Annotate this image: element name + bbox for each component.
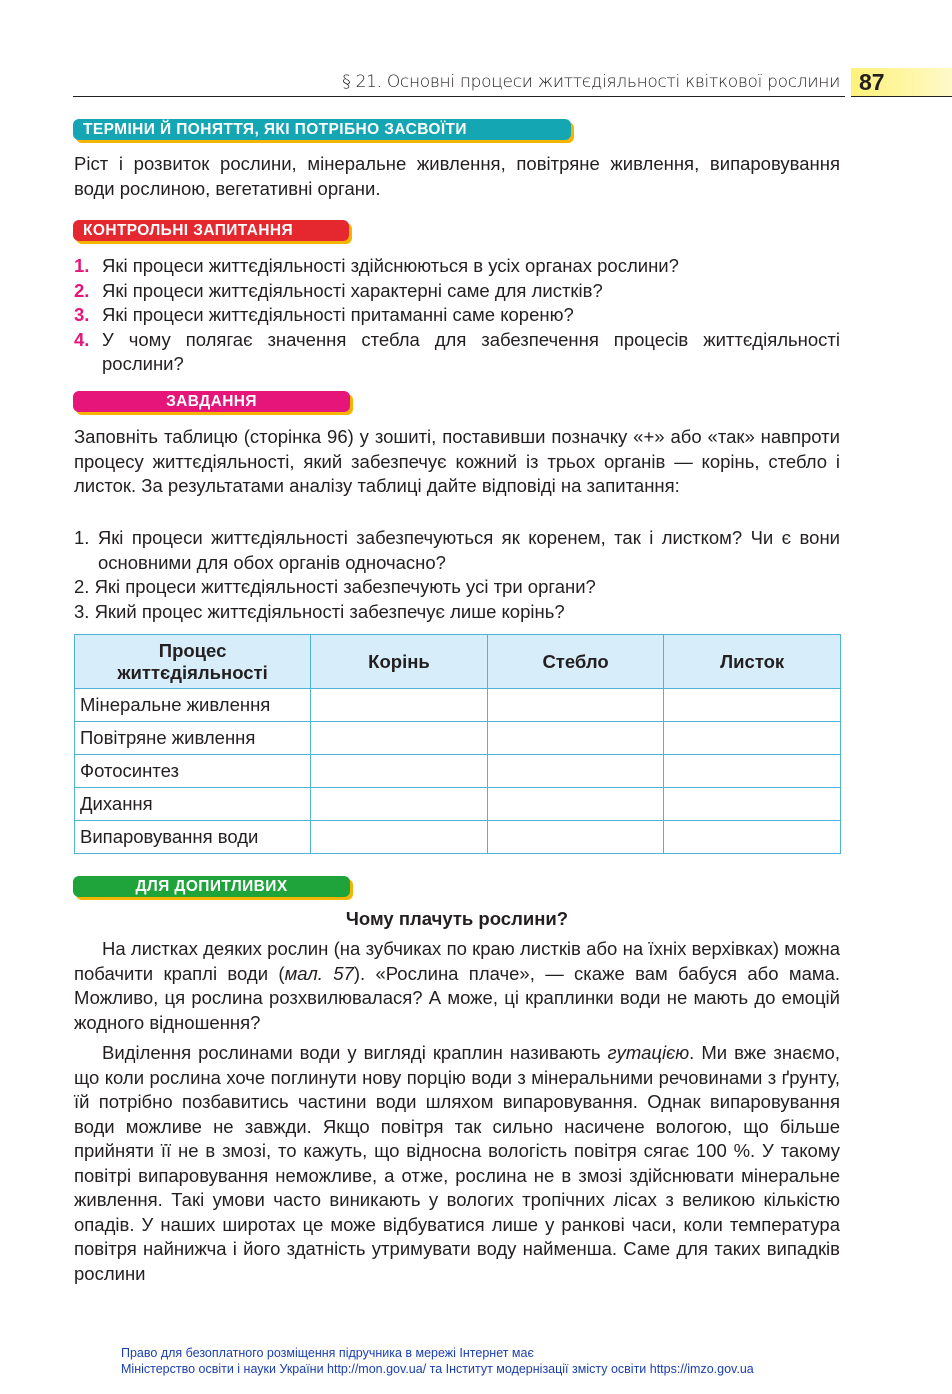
- question-text: Які процеси життєдіяльності притаманні саме кореню?: [102, 304, 574, 325]
- process-name: Мінеральне живлення: [75, 689, 311, 722]
- questions-list: [74, 254, 840, 377]
- table-cell: [311, 755, 488, 788]
- table-cell: [311, 788, 488, 821]
- footer-line: Міністерство освіти і науки України http://mon.gov.ua/ та Інститут модернізації змісту освіти https://imzo.gov.ua: [121, 1362, 754, 1376]
- questions-heading: КОНТРОЛЬНІ ЗАПИТАННЯ: [73, 220, 349, 241]
- question-number: 3.: [74, 304, 90, 325]
- process-table: [74, 634, 841, 854]
- table-header-row: [75, 635, 841, 689]
- license-footer: [121, 1345, 754, 1377]
- question-text: Які процеси життєдіяльності здійснюються в усіх органах рослини?: [102, 255, 679, 276]
- table-cell: [664, 821, 841, 854]
- table-cell: [664, 722, 841, 755]
- table-cell: [487, 755, 664, 788]
- footer-line: Право для безоплатного розміщення підручника в мережі Інтернет має: [121, 1346, 534, 1360]
- body-paragraph: Виділення рослинами води у вигляді краплин називають гутацією. Ми вже знаємо, що коли рослина хоче поглинути нову порцію води з мінеральними речовинами з ґрунту, їй потрібно позбавитись частини води шляхом випаровування. Однак випаровування води можливе не завжди. Якщо повітря так сильно насичене вологою, що більше прийняти її не в змозі, то кажуть, що відносна вологість повітря сягає 100 %. У такому повітрі випаровування неможливе, а отже, рослина не в змозі здійснювати мінеральне живлення. Такі умови часто виникають у вологих тропічних лісах з великою кількістю опадів. У наших широтах це може відбуватися лише у ранкові часи, коли температура повітря найнижча і його здатність утримувати воду найменша. Саме для таких випадків рослини: [74, 1042, 840, 1284]
- terms-heading: ТЕРМІНИ Й ПОНЯТТЯ, ЯКІ ПОТРІБНО ЗАСВОЇТИ: [73, 119, 571, 140]
- question-number: 2.: [74, 279, 90, 301]
- process-name: Дихання: [75, 788, 311, 821]
- table-row: [75, 821, 841, 854]
- question-text: У чому полягає значення стебла для забезпечення процесів життєдіяльності рослини?: [102, 328, 840, 374]
- question-item: [74, 328, 840, 377]
- question-item: [74, 303, 840, 328]
- process-name: Повітряне живлення: [75, 722, 311, 755]
- table-cell: [311, 689, 488, 722]
- table-cell: [487, 722, 664, 755]
- table-cell: [664, 788, 841, 821]
- body-paragraph: На листках деяких рослин (на зубчиках по краю листків або на їхніх верхівках) можна побачити краплі води (мал. 57). «Рослина плаче», — скаже вам бабуся або мама. Можливо, ця рослина розхвилювалася? А може, ці краплинки води не мають до емоцій жодного відношення?: [74, 938, 841, 1033]
- table-header-root: Корінь: [311, 635, 488, 689]
- table-row: [75, 755, 841, 788]
- task-intro: Заповніть таблицю (сторінка 96) у зошиті, поставивши позначку «+» або «так» навпроти процесу життєдіяльності, який забезпечує кожний із трьох органів — корінь, стебло і листок. За результатами аналізу таблиці дайте відповіді на запитання:: [74, 426, 840, 496]
- table-cell: [311, 821, 488, 854]
- curious-heading: ДЛЯ ДОПИТЛИВИХ: [73, 876, 350, 897]
- table-row: [75, 689, 841, 722]
- table-header-process: Процес життєдіяльності: [75, 635, 311, 689]
- task-item: 1. Які процеси життєдіяльності забезпечуються як коренем, так і листком? Чи є вони основними для обох органів одночасно?: [74, 527, 840, 573]
- process-name: Фотосинтез: [75, 755, 311, 788]
- page-number: 87: [859, 69, 885, 95]
- table-header-leaf: Листок: [664, 635, 841, 689]
- figure-reference: мал. 57: [284, 962, 354, 984]
- question-item: [74, 254, 840, 279]
- table-cell: [664, 689, 841, 722]
- terms-text: Ріст і розвиток рослини, мінеральне живлення, повітряне живлення, випаровування води рослиною, вегетативні органи.: [74, 153, 840, 199]
- table-cell: [664, 755, 841, 788]
- tasks-heading: ЗАВДАННЯ: [73, 391, 350, 412]
- question-item: [74, 279, 840, 304]
- task-list: [74, 526, 840, 624]
- table-row: [75, 788, 841, 821]
- task-item: 3. Який процес життєдіяльності забезпечує лише корінь?: [74, 600, 565, 622]
- table-cell: [487, 689, 664, 722]
- running-header: [73, 68, 952, 98]
- question-number: 4.: [74, 328, 90, 350]
- task-item: 2. Які процеси життєдіяльності забезпечують усі три органи?: [74, 576, 596, 597]
- question-number: 1.: [74, 255, 90, 276]
- question-text: Які процеси життєдіяльності характерні саме для листків?: [102, 279, 603, 301]
- table-row: [75, 722, 841, 755]
- table-cell: [487, 821, 664, 854]
- page-number-tab: [851, 68, 952, 97]
- table-cell: [311, 722, 488, 755]
- process-name: Випаровування води: [75, 821, 311, 854]
- table-header-stem: Стебло: [487, 635, 664, 689]
- table-cell: [487, 788, 664, 821]
- term-guttation: гутацією: [607, 1042, 690, 1063]
- header-rule: [73, 96, 845, 97]
- chapter-title: § 21. Основні процеси життєдіяльності квіткової рослини: [342, 72, 840, 92]
- section-subtitle: Чому плачуть рослини?: [345, 908, 569, 929]
